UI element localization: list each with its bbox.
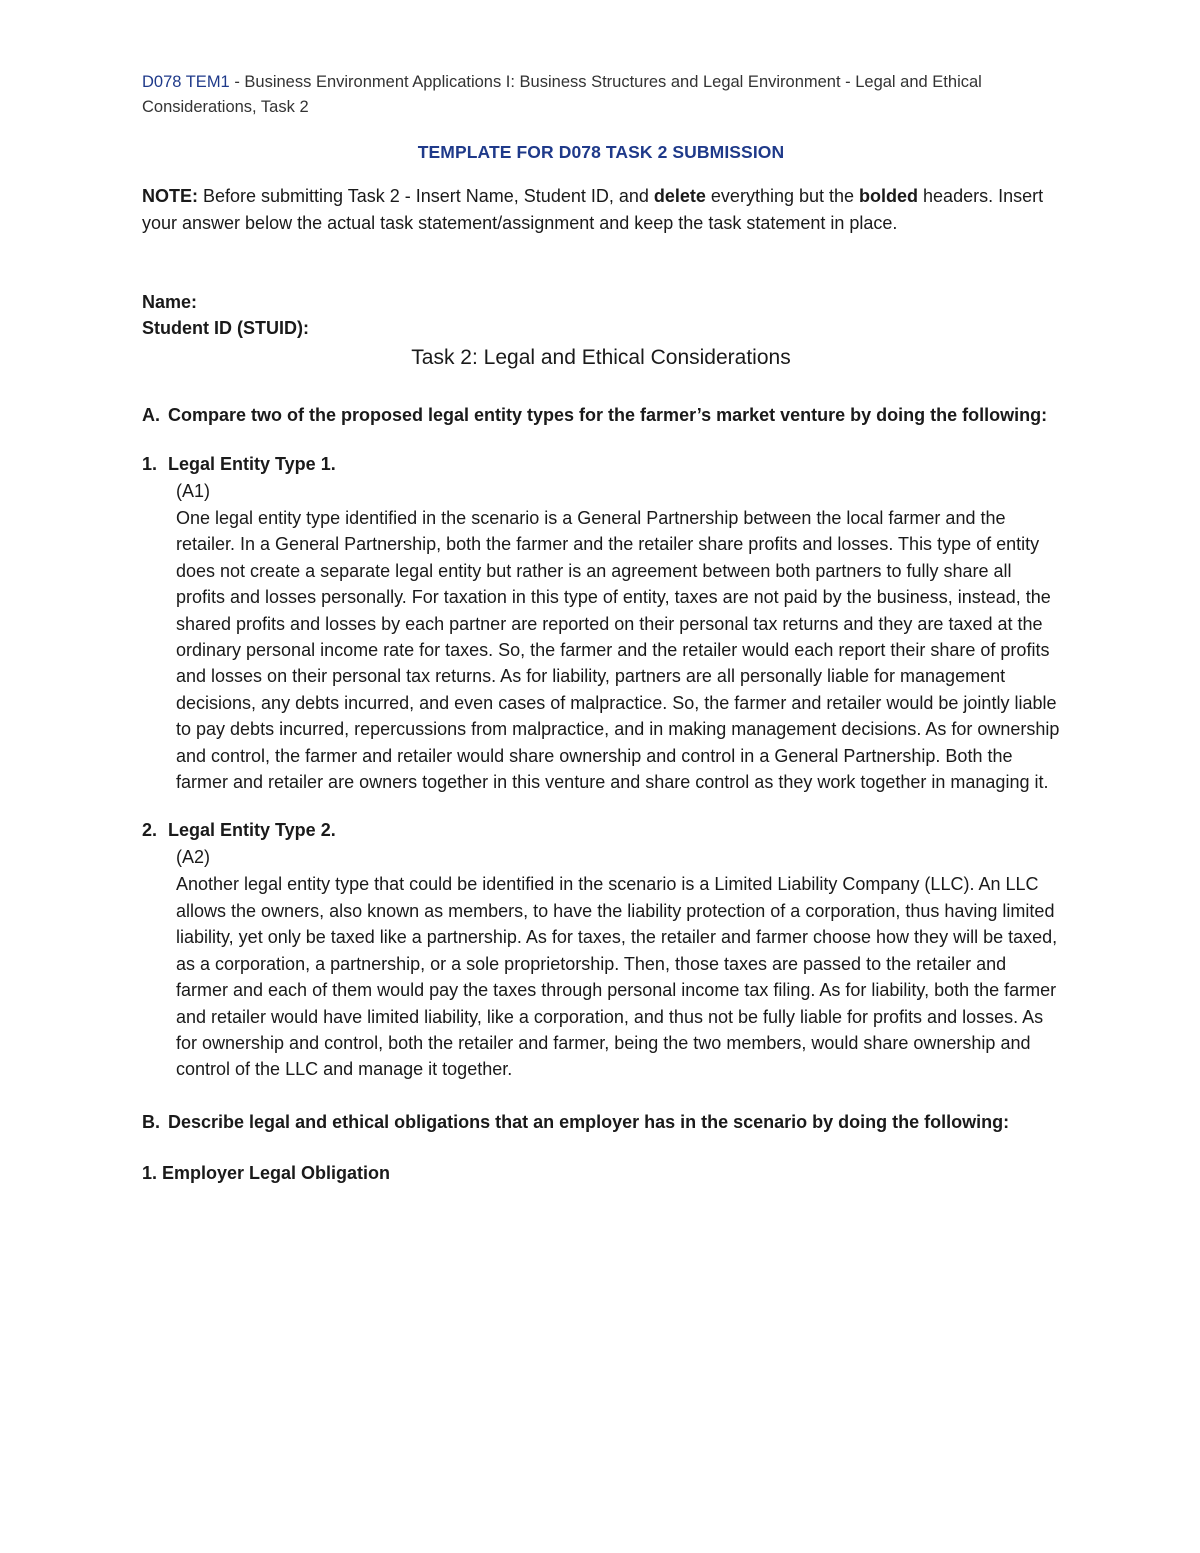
entity-2-content [176,844,1060,1082]
course-code: D078 TEM1 [142,73,230,91]
entity-1-heading [142,451,1060,478]
note-label: NOTE: [142,186,198,206]
note-bold-bolded: bolded [859,186,919,206]
note-text-1: Before submitting Task 2 - Insert Name, Student ID, and [198,186,654,206]
template-title: TEMPLATE FOR D078 TASK 2 SUBMISSION [417,142,785,162]
entity-2-body: Another legal entity type that could be identified in the scenario is a Limited Liability Company (LLC). An LLC allows the owners, also known as members, to have the liability protection of a corporation, thus having limited liability, yet only be taxed like a partnership. As for taxes, the retailer and farmer choose how they will be taxed, as a corporation, a partnership, or a sole proprietorship. Then, those taxes are passed to the retailer and farmer and each of them would pay the taxes through personal income tax filing. As for liability, both the farmer and retailer would have limited liability, like a corporation, and thus not be fully liable for profits and losses. As for ownership and control, both the retailer and farmer, being the two members, would share ownership and control of the LLC and manage it together. [176,874,1058,1080]
note-bold-delete: delete [653,186,706,206]
entity-1-code: (A1) [176,481,211,501]
note-text-3: headers. Insert your answer below the actual task statement/assignment and keep the task statement in place. [142,186,1044,233]
entity-2-section [142,817,1060,1082]
student-id-label: Student ID (STUID): [142,318,309,338]
entity-2-heading [142,817,1060,844]
section-b-label: B. [142,1111,160,1132]
entity-1-title: Legal Entity Type 1. [168,454,336,474]
entity-1-section [142,451,1060,795]
note-text-2: everything but the [705,186,860,206]
task-title: Task 2: Legal and Ethical Considerations [411,346,791,369]
entity-2-title: Legal Entity Type 2. [168,820,336,841]
section-b-text: Describe legal and ethical obligations that an employer has in the scenario by doing the following: [168,1111,1010,1132]
section-b-heading [142,1109,1060,1136]
entity-2-number: 2. [142,820,158,841]
entity-1-body: One legal entity type identified in the scenario is a General Partnership between the local farmer and the retailer. In a General Partnership, both the farmer and the retailer share profits and losses. This type of entity does not create a separate legal entity but rather is an agreement between both partners to fully share all profits and losses personally. For taxation in this type of entity, taxes are not paid by the business, instead, the shared profits and losses by each partner are reported on their personal tax returns and they are taxed at the ordinary personal income rate for taxes. So, the farmer and the retailer would each report their share of profits and losses on their personal tax returns. As for liability, partners are all personally liable for management decisions, any debts incurred, and even cases of malpractice. So, the farmer and retailer would be jointly liable to pay debts incurred, repercussions from malpractice, and in making management decisions. As for ownership and control, the farmer and retailer would share ownership and control in a General Partnership. Both the farmer and retailer are owners together in this venture and share control as they work together in managing it. [176,508,1060,793]
identity-block [142,289,1060,341]
course-description: - Business Environment Applications I: Business Structures and Legal Environment - Legal and Ethical Considerations, Task 2 [142,73,982,116]
entity-1-number: 1. [142,454,158,474]
document-header [142,70,1060,120]
entity-2-code: (A2) [176,847,211,868]
employer-legal-obligation-heading: 1. Employer Legal Obligation [142,1162,391,1183]
note-paragraph [142,183,1060,237]
name-label: Name: [142,292,198,312]
section-a-text: Compare two of the proposed legal entity types for the farmer’s market venture by doing the following: [168,405,1048,425]
section-a-label: A. [142,405,160,425]
entity-1-content [176,478,1060,795]
section-a-heading [142,402,1060,429]
